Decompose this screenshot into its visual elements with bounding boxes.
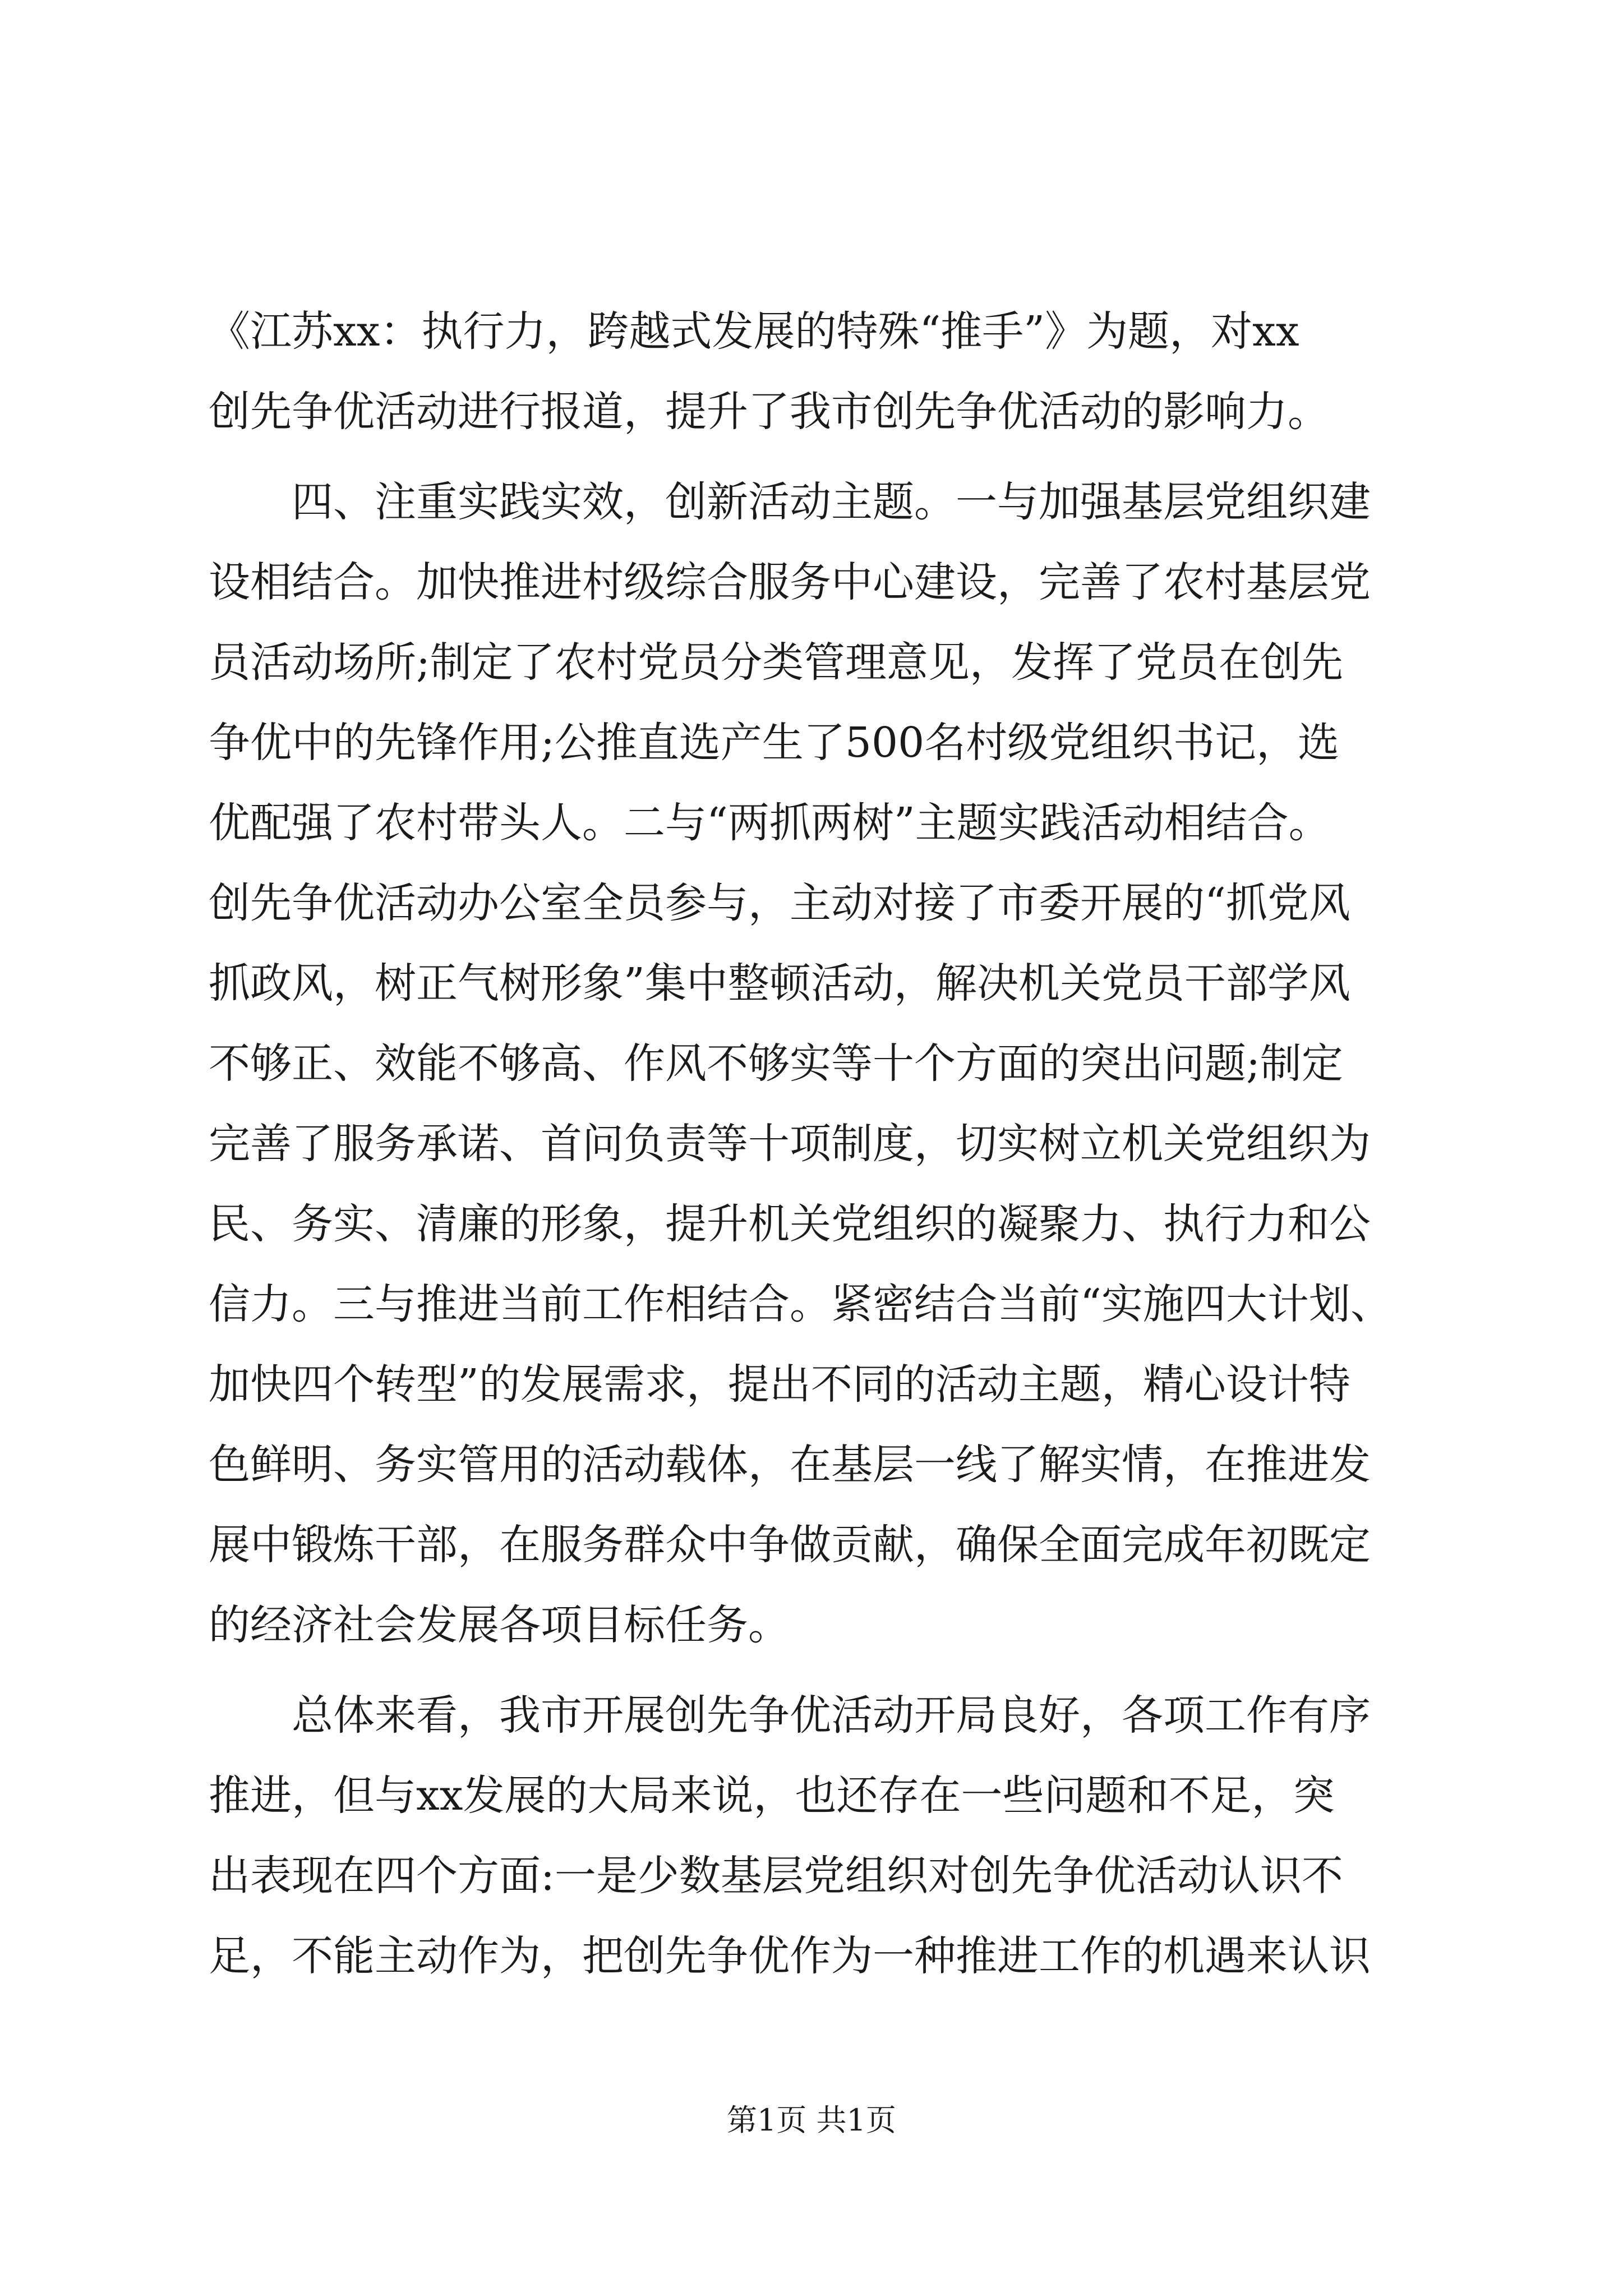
text-line: 争优中的先锋作用;公推直选产生了500名村级党组织书记，选 [209,719,1340,767]
text-line: 总体来看，我市开展创先争优活动开局良好，各项工作有序 [209,1691,1371,1740]
page-number-label: 第1页 共1页 [727,2102,896,2138]
text-line: 足，不能主动作为，把创先争优作为一种推进工作的机遇来认识 [209,1932,1371,1980]
text-line: 民、务实、清廉的形象，提升机关党组织的凝聚力、执行力和公 [209,1200,1371,1248]
document-body [209,292,1414,1996]
text-line: 创先争优活动进行报道，提升了我市创先争优活动的影响力。 [209,388,1329,436]
paragraph-gap [209,452,1414,462]
text-line: 员活动场所;制定了农村党员分类管理意见，发挥了党员在创先 [209,638,1343,687]
text-line: 的经济社会发展各项目标任务。 [209,1601,790,1649]
text-line: 四、注重实践实效，创新活动主题。一与加强基层党组织建 [209,478,1371,526]
text-line: 推进，但与xx发展的大局来说，也还存在一些问题和不足，突 [209,1772,1335,1820]
text-line: 《江苏xx：执行力，跨越式发展的特殊“推手”》为题，对xx [209,307,1299,356]
text-line: 抓政风，树正气树形象”集中整顿活动，解决机关党员干部学风 [209,959,1350,1007]
paragraph-gap [209,1665,1414,1676]
text-line: 创先争优活动办公室全员参与，主动对接了市委开展的“抓党风 [209,879,1350,927]
text-line: 信力。三与推进当前工作相结合。紧密结合当前“实施四大计划、 [209,1280,1392,1328]
text-line: 加快四个转型”的发展需求，提出不同的活动主题，精心设计特 [209,1360,1350,1409]
text-line: 完善了服务承诺、首问负责等十项制度，切实树立机关党组织为 [209,1120,1371,1168]
text-line: 色鲜明、务实管用的活动载体，在基层一线了解实情，在推进发 [209,1441,1371,1489]
text-line: 优配强了农村带头人。二与“两抓两树”主题实践活动相结合。 [209,799,1330,847]
text-line: 展中锻炼干部，在服务群众中争做贡献，确保全面完成年初既定 [209,1521,1371,1569]
page-footer [0,2101,1623,2140]
text-line: 设相结合。加快推进村级综合服务中心建设，完善了农村基层党 [209,558,1371,606]
text-line: 不够正、效能不够高、作风不够实等十个方面的突出问题;制定 [209,1039,1343,1088]
text-line: 出表现在四个方面:一是少数基层党组织对创先争优活动认识不 [209,1852,1343,1900]
